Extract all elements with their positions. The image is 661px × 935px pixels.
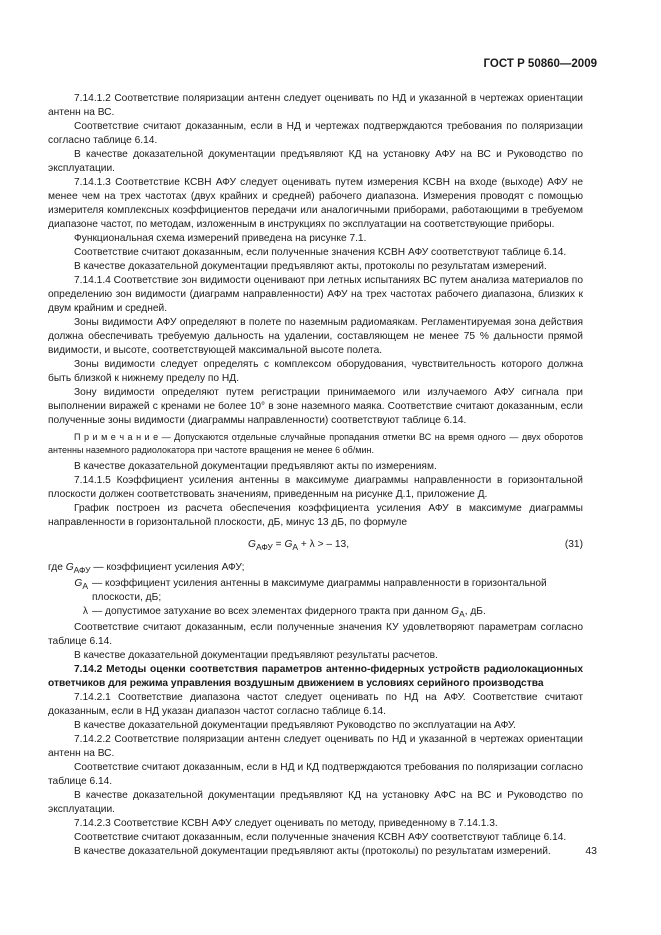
paragraph: Соответствие считают доказанным, если полученные значения КСВН АФУ соответствуют таблице 6.14. <box>74 247 567 258</box>
formula-number: (31) <box>564 539 583 550</box>
paragraph: 7.14.1.2 Соответствие поляризации антенн следует оценивать по НД и указанной в чертежах ориентации антенн на ВС. <box>48 93 583 118</box>
document-header: ГОСТ Р 50860—2009 <box>483 58 597 70</box>
where-line-3: λ — допустимое затухание во всех элементах фидерного тракта при данном $G_А$, дБ. <box>82 606 486 620</box>
paragraph: В качестве доказательной документации предъявляют акты по измерениям. <box>74 461 437 472</box>
formula-31 <box>48 538 583 554</box>
paragraph: 7.14.1.3 Соответствие КСВН АФУ следует оценивать путем измерения КСВН на входе (выходе) АФУ не менее чем на трех частотах (двух крайних и средней) рабочего диапазона. Измерения проводят с помощью измерителя комплексных коэффициентов передачи или аналогичными приборами, работающими в требуемом диапазоне частот, по методам, изложенным в инструкциях по эксплуатации на соответствующие приборы. <box>48 177 583 230</box>
paragraph: В качестве доказательной документации предъявляют акты, протоколы по результатам измерений. <box>74 261 547 272</box>
paragraph: В качестве доказательной документации предъявляют КД на установку АФС на ВС и Руководство по эксплуатации. <box>48 790 583 816</box>
section-heading: 7.14.2 Методы оценки соответствия параметров антенно-фидерных устройств радиолокационных ответчиков для режима управления воздушным движением в условиях серийного производства <box>48 664 583 690</box>
paragraph: Соответствие считают доказанным, если в НД и КД подтверждаются требования по поляризации согласно таблице 6.14. <box>48 762 583 788</box>
paragraph: 7.14.1.4 Соответствие зон видимости оценивают при летных испытаниях ВС путем анализа материалов по определению зон видимости (диаграмм направленности) АФУ на трех частотах рабочего диапазона, близких к двум крайним и средней. <box>48 275 583 314</box>
paragraph: Соответствие считают доказанным, если полученные значения КУ удовлетворяют параметрам согласно таблице 6.14. <box>48 622 583 648</box>
where-line-2: $G_А$ — коэффициент усиления антенны в максимуме диаграммы направленности в горизонтальной плоскости, дБ; <box>74 578 547 604</box>
paragraph: Зоны видимости АФУ определяют в полете по наземным радиомаякам. Регламентируемая зона действия должна обеспечивать требуемую дальность на удалении, составляющем не менее 75 % дальности прямой видимости, и высоте, соответствующей максимальной высоте полета. <box>48 317 583 356</box>
paragraph: В качестве доказательной документации предъявляют КД на установку АФУ на ВС и Руководство по эксплуатации. <box>48 149 583 174</box>
page-number: 43 <box>585 845 597 857</box>
page-body <box>48 92 583 859</box>
paragraph: В качестве доказательной документации предъявляют акты (протоколы) по результатам измерений. <box>74 846 551 858</box>
paragraph: График построен из расчета обеспечения коэффициента усиления АФУ в максимуме диаграммы направленности в горизонтальной плоскости, дБ, минус 13 дБ, по формуле <box>48 503 583 528</box>
paragraph: 7.14.2.3 Соответствие КСВН АФУ следует оценивать по методу, приведенному в 7.14.1.3. <box>74 818 498 830</box>
paragraph: В качестве доказательной документации предъявляют результаты расчетов. <box>74 650 438 662</box>
note-label: П р и м е ч а н и е <box>74 432 159 442</box>
note <box>48 431 583 456</box>
where-line-1: где $G_{АФУ}$ — коэффициент усиления АФУ; <box>48 562 245 576</box>
paragraph: Соответствие считают доказанным, если полученные значения КСВН АФУ соответствуют таблице 6.14. <box>74 832 567 844</box>
paragraph: Зоны видимости следует определять с комплексом оборудования, чувствительность которого должна быть близкой к нижнему пределу по НД. <box>48 359 583 384</box>
paragraph: 7.14.2.1 Соответствие диапазона частот следует оценивать по НД на АФУ. Соответствие считают доказанным, если в НД указан диапазон частот согласно таблице 6.14. <box>48 692 583 718</box>
paragraph: Функциональная схема измерений приведена на рисунке 7.1. <box>74 233 367 244</box>
paragraph: Соответствие считают доказанным, если в НД и чертежах подтверждаются требования по поляризации согласно таблице 6.14. <box>48 121 583 146</box>
paragraph: 7.14.1.5 Коэффициент усиления антенны в максимуме диаграммы направленности в горизонтальной плоскости должен соответствовать значениям, приведенным на рисунке Д.1, приложение Д. <box>48 475 583 500</box>
paragraph: Зону видимости определяют путем регистрации принимаемого или излучаемого АФУ сигнала при выполнении виражей с кренами не более 10° в зоне наземного маяка. Соответствие считают доказанным, если полученные зоны видимости (диаграммы направленности) соответствуют таблице 6.14. <box>48 387 583 426</box>
note-text: — Допускаются отдельные случайные пропадания отметки ВС на время одного — двух оборотов антенны наземного радиолокатора при частоте вращения не менее 6 об/мин. <box>48 432 583 455</box>
formula-expression: $G_{АФУ} = G_А + \lambda$ > – 13, <box>248 539 350 553</box>
paragraph: В качестве доказательной документации предъявляют Руководство по эксплуатации на АФУ. <box>74 720 516 732</box>
paragraph: 7.14.2.2 Соответствие поляризации антенн следует оценивать по НД и указанной в чертежах ориентации антенн на ВС. <box>48 734 583 760</box>
